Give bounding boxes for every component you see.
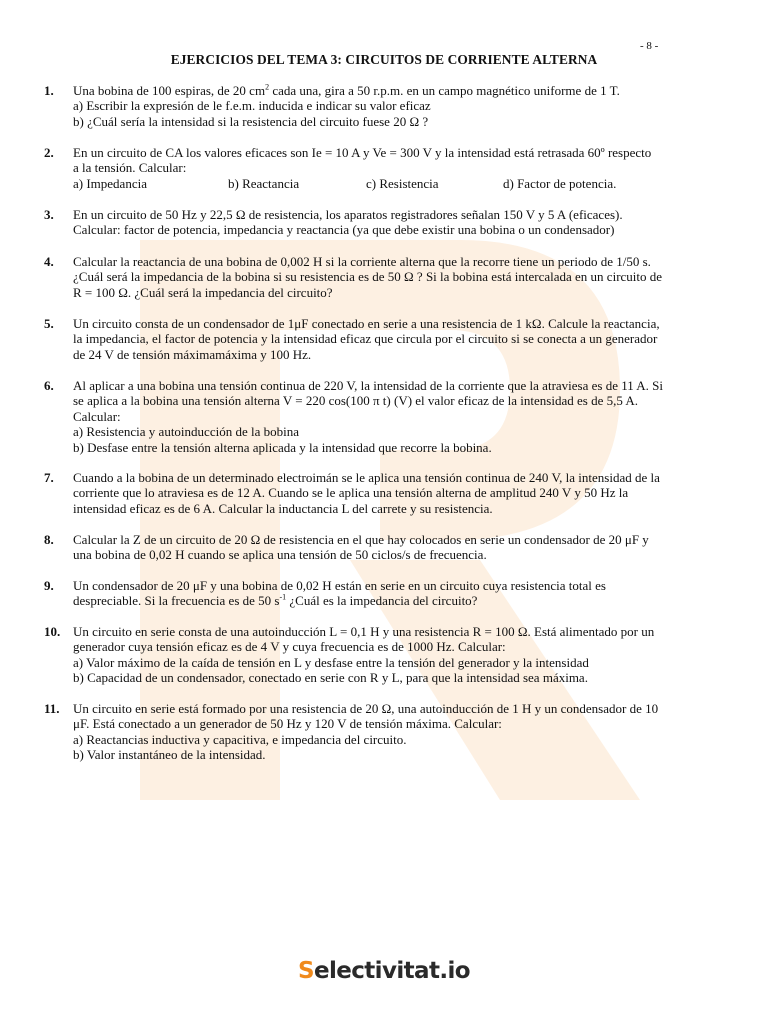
exercise-line: b) Desfase entre la tensión alterna aplicada y la intensidad que recorre la bobina. — [73, 439, 492, 455]
exercise-3 — [44, 207, 724, 238]
exercise-text — [73, 532, 724, 563]
exercise-line — [73, 83, 724, 98]
exercise-number: 10. — [44, 624, 61, 639]
exercise-line: μF. Está conectado a un generador de 50 Hz y 120 V de tensión máxima. Calcular: — [73, 716, 502, 732]
exercise-line: de 24 V de tensión máximamáxima y 100 Hz. — [73, 346, 312, 362]
exercise-number: 5. — [44, 316, 54, 331]
exercise-line — [73, 593, 724, 608]
exercise-text — [73, 145, 724, 191]
exercise-line: ¿Cuál será la impedancia de la bobina si su resistencia es de 50 Ω ? Si la bobina está intercalada en un circuito de — [73, 269, 663, 285]
exercise-number: 9. — [44, 578, 54, 593]
exercise-line: En un circuito de CA los valores eficaces son Ie = 10 A y Ve = 300 V y la intensidad está retrasada 60º respecto — [73, 145, 652, 160]
exercise-line: Calcular la Z de un circuito de 20 Ω de resistencia en el que hay colocados en serie un condensador de 20 μF y — [73, 532, 649, 547]
exercise-line: Cuando a la bobina de un determinado electroimán se le aplica una tensión continua de 240 V, la intensidad de la — [73, 470, 660, 485]
exercise-text — [73, 316, 724, 362]
exercise-10 — [44, 624, 724, 686]
exercise-line: Al aplicar a una bobina una tensión continua de 220 V, la intensidad de la corriente que la atraviesa es de 11 A. Si — [73, 378, 664, 393]
option-item: c) Resistencia — [366, 175, 439, 191]
exercise-line: a) Valor máximo de la caída de tensión en L y desfase entre la tensión del generador y la intensidad — [73, 654, 589, 670]
exercise-line: a) Reactancias inductiva y capacitiva, e impedancia del circuito. — [73, 731, 407, 747]
exercise-text — [73, 378, 724, 455]
exercise-text — [73, 624, 724, 686]
exercise-line: a la tensión. Calcular: — [73, 160, 187, 176]
superscript: 2 — [265, 82, 270, 92]
exercise-line: Un circuito en serie consta de una autoinducción L = 0,1 H y una resistencia R = 100 Ω. Está alimentado por un — [73, 624, 655, 639]
exercise-5 — [44, 316, 724, 362]
page-title: EJERCICIOS DEL TEMA 3: CIRCUITOS DE CORRIENTE ALTERNA — [170, 52, 598, 67]
option-item: a) Impedancia — [73, 175, 147, 191]
exercise-number: 11. — [44, 701, 60, 716]
line-text: Una bobina de 100 espiras, de 20 cm — [73, 83, 266, 98]
exercise-line: se aplica a la bobina una tensión alterna V = 220 cos(100 π t) (V) el valor eficaz de la intensidad es de 5,5 A. — [73, 393, 639, 409]
exercise-line: b) Valor instantáneo de la intensidad. — [73, 747, 266, 763]
exercise-text — [73, 701, 724, 763]
superscript: -1 — [279, 593, 287, 603]
exercise-text — [73, 470, 724, 516]
exercise-line: Un circuito en serie está formado por una resistencia de 20 Ω, una autoinducción de 1 H y un condensador de 10 — [73, 701, 659, 716]
exercise-line: a) Escribir la expresión de le f.e.m. inducida e indicar su valor eficaz — [73, 98, 431, 114]
exercise-line: Calcular: factor de potencia, impedancia y reactancia (ya que debe existir una bobina o un condensador) — [73, 222, 615, 238]
exercise-number: 4. — [44, 254, 54, 269]
exercise-line: Calcular la reactancia de una bobina de 0,002 H si la corriente alterna que la recorre tiene un periodo de 1/50 s. — [73, 254, 651, 269]
option-item: b) Reactancia — [228, 175, 300, 191]
exercise-text — [73, 254, 724, 300]
exercise-number: 2. — [44, 145, 54, 160]
exercise-line: Un circuito consta de un condensador de 1μF conectado en serie a una resistencia de 1 kΩ. Calcule la reactancia, — [73, 316, 660, 331]
exercise-11 — [44, 701, 724, 763]
line-text: ¿Cuál es la impedancia del circuito? — [286, 593, 478, 609]
exercise-7 — [44, 470, 724, 516]
exercise-line: una bobina de 0,02 H cuando se aplica una tensión de 50 ciclos/s de frecuencia. — [73, 547, 487, 563]
exercise-number: 3. — [44, 207, 54, 222]
exercise-line: Un condensador de 20 μF y una bobina de 0,02 H están en serie en un circuito cuya resistencia total es — [73, 578, 606, 593]
option-row — [73, 176, 724, 191]
exercise-4 — [44, 254, 724, 300]
exercise-line: Calcular: — [73, 408, 121, 424]
exercise-text — [73, 578, 724, 609]
exercise-text — [73, 83, 724, 129]
exercise-line: En un circuito de 50 Hz y 22,5 Ω de resistencia, los aparatos registradores señalan 150 V y 5 A (eficaces). — [73, 207, 623, 222]
line-text: despreciable. Si la frecuencia es de 50 s — [73, 593, 280, 609]
exercise-line: la impedancia, el factor de potencia y la intensidad eficaz que circula por el circuito si se conecta a un generador — [73, 331, 658, 347]
exercise-6 — [44, 378, 724, 455]
selectivitat-logo: Selectivitat.io — [298, 958, 470, 984]
exercise-9 — [44, 578, 724, 609]
exercise-number: 8. — [44, 532, 54, 547]
line-text: cada una, gira a 50 r.p.m. en un campo magnético uniforme de 1 T. — [269, 83, 620, 98]
page-number: - 8 - — [640, 40, 659, 52]
exercise-number: 7. — [44, 470, 54, 485]
exercise-line: a) Resistencia y autoinducción de la bobina — [73, 424, 299, 440]
exercise-text — [73, 207, 724, 238]
exercise-line: b) ¿Cuál sería la intensidad si la resistencia del circuito fuese 20 Ω ? — [73, 113, 429, 129]
exercise-number: 6. — [44, 378, 54, 393]
exercise-line: intensidad eficaz es de 6 A. Calcular la inductancia L del carrete y su resistencia. — [73, 500, 493, 516]
exercise-2 — [44, 145, 724, 191]
exercise-number: 1. — [44, 83, 54, 98]
exercise-line: corriente que lo atraviesa es de 12 A. Cuando se le aplica una tensión alterna de amplitud 240 V y 50 Hz la — [73, 485, 629, 501]
exercise-line: generador cuya tensión eficaz es de 4 V y cuya frecuencia es de 1000 Hz. Calcular: — [73, 639, 506, 655]
exercise-line: R = 100 Ω. ¿Cuál será la impedancia del circuito? — [73, 284, 333, 300]
exercise-8 — [44, 532, 724, 563]
exercise-line: b) Capacidad de un condensador, conectado en serie con R y L, para que la intensidad sea máxima. — [73, 670, 588, 686]
option-item: d) Factor de potencia. — [503, 175, 617, 191]
exercise-1 — [44, 83, 724, 129]
